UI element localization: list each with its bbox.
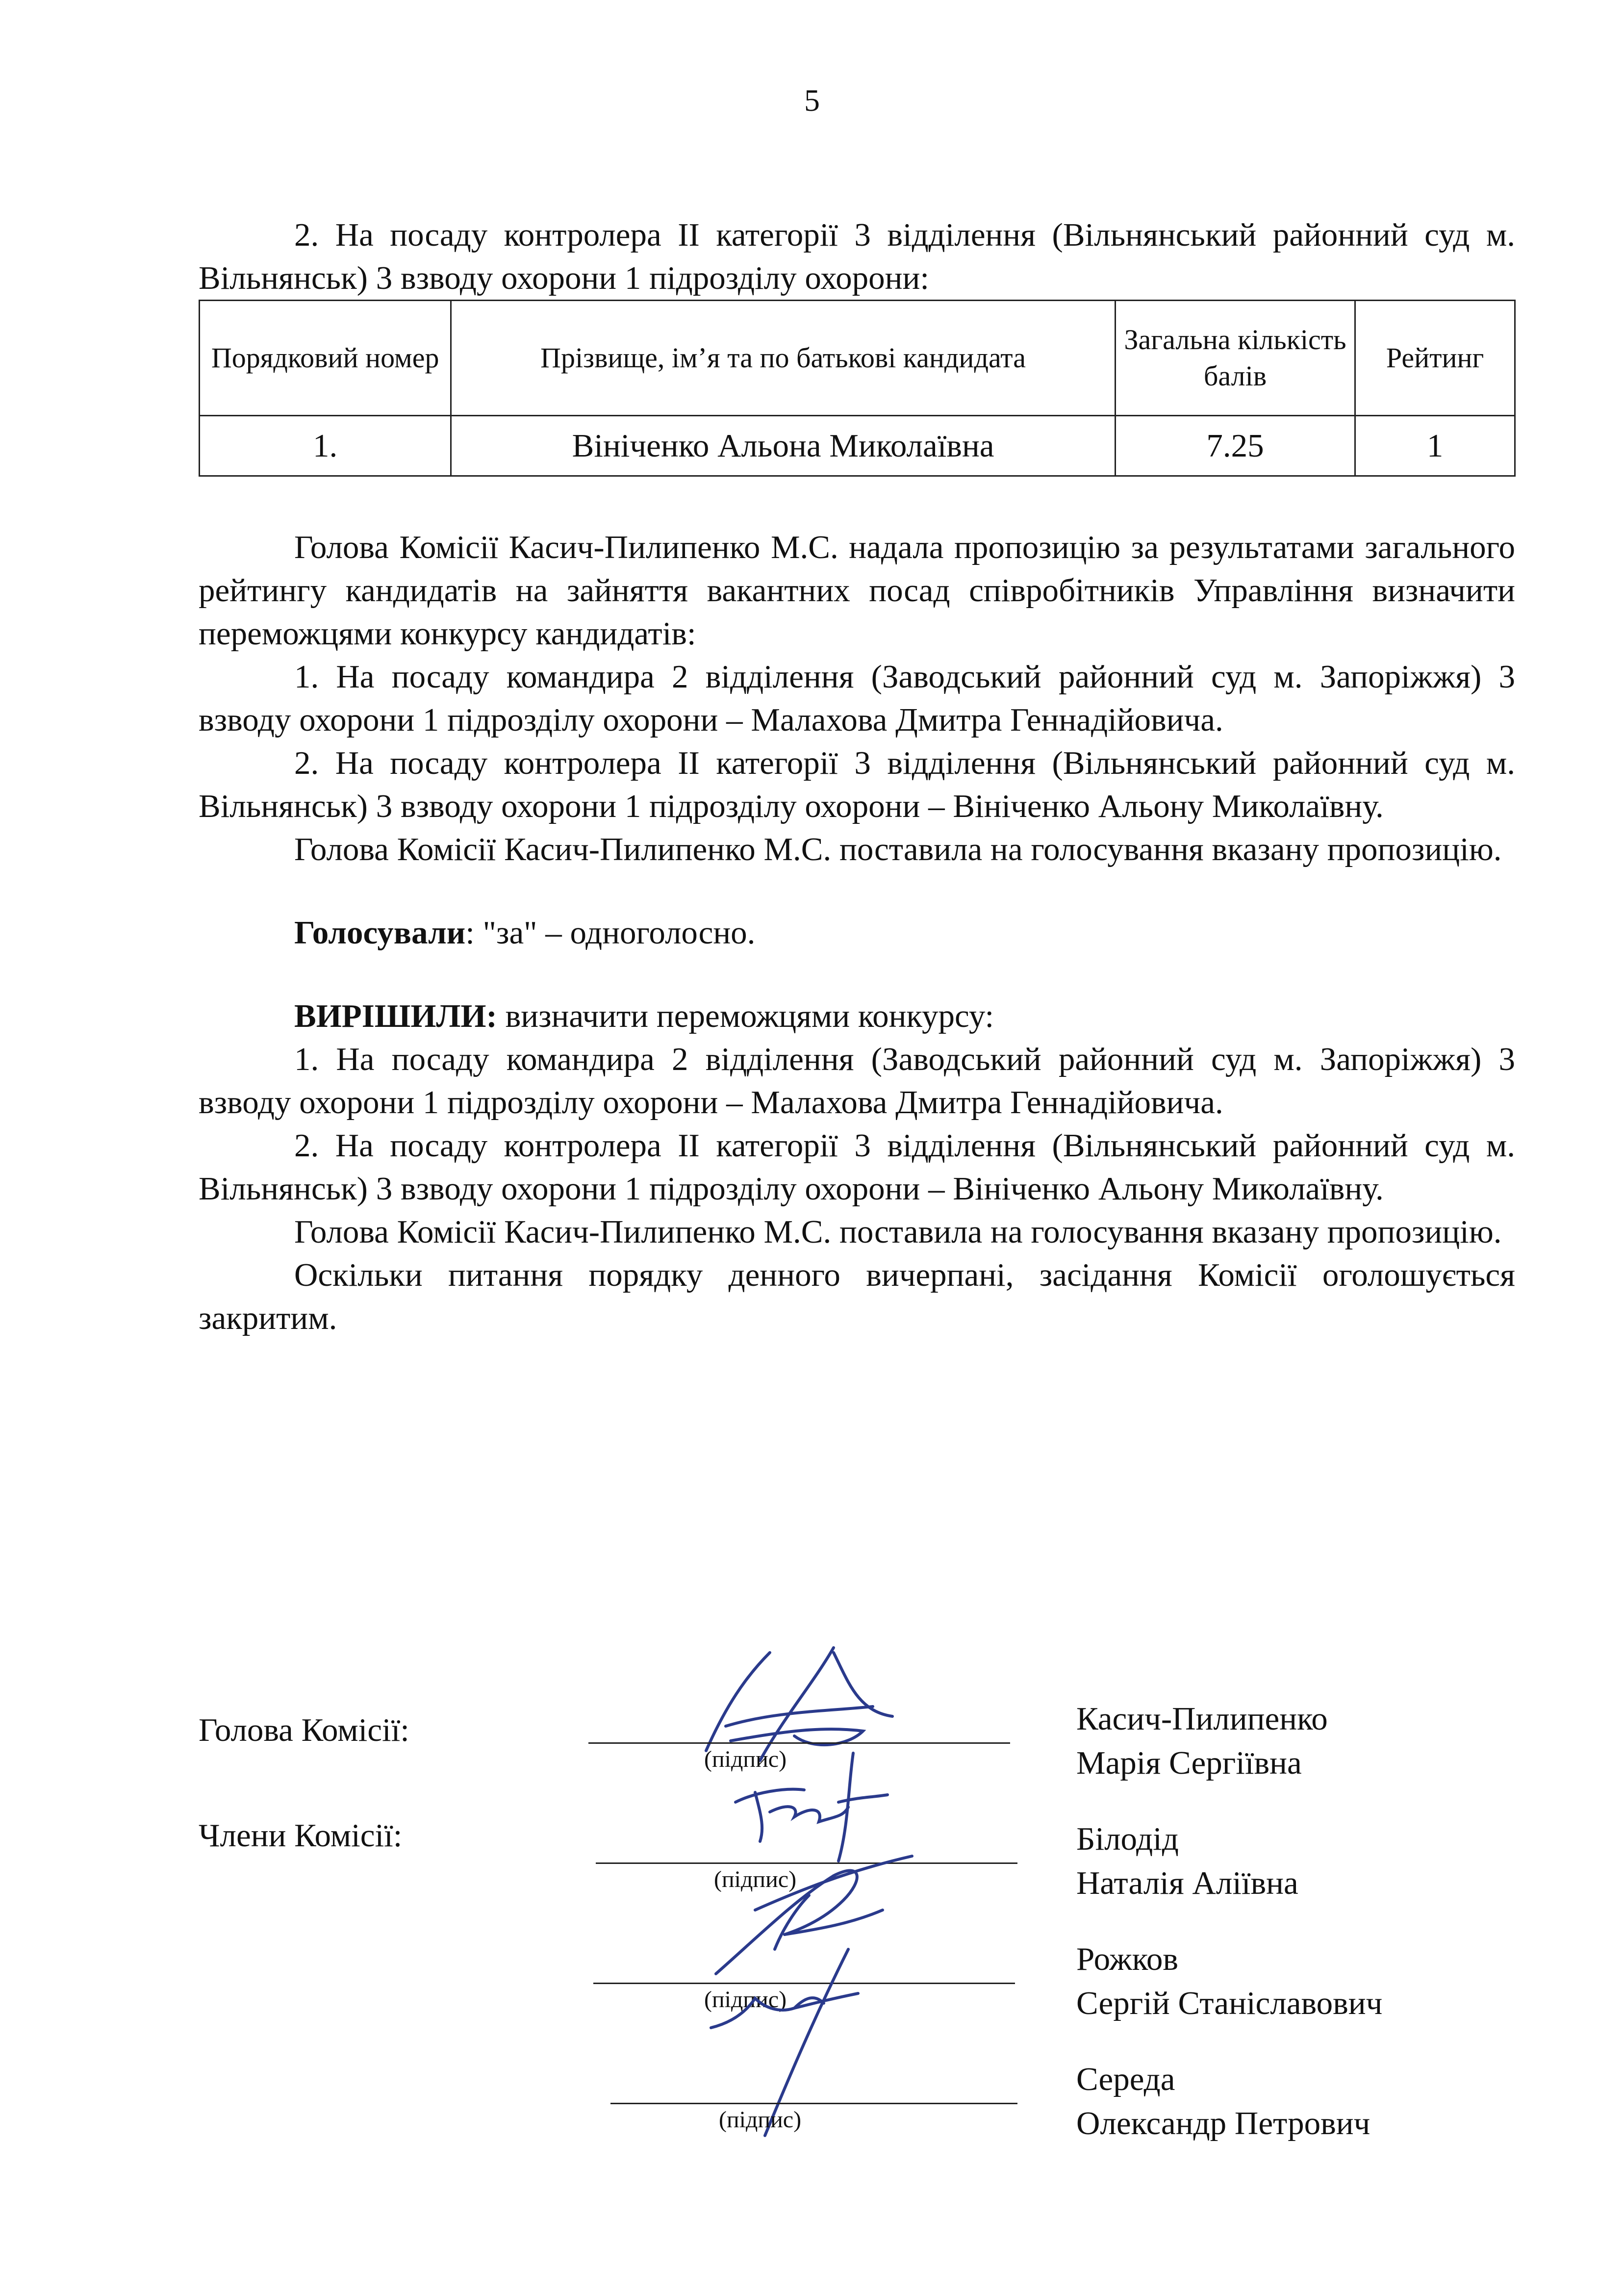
signature-caption: (підпис): [704, 1746, 787, 1772]
signature-caption: (підпис): [713, 1866, 797, 1892]
signer-name: Рожков Сергій Станіславович: [1076, 1941, 1383, 2021]
page-number: 5: [804, 83, 820, 118]
signer-name: Білодід Наталія Аліївна: [1076, 1821, 1298, 1901]
signer-name: Касич-Пилипенко Марія Сергіївна: [1076, 1701, 1328, 1781]
members-label: Члени Комісії:: [199, 1817, 403, 1854]
voting-text: : "за" – одноголосно.: [465, 915, 756, 951]
decision-item-1: 1. На посаду командира 2 відділення (Заводський районний суд м. Запоріжжя) 3 взводу охорони 1 підрозділу охорони – Малахова Дмитра Геннадійовича.: [199, 1041, 1515, 1121]
cell-name: Вініченко Альона Миколаївна: [451, 416, 1116, 476]
signature-line: [610, 2103, 1017, 2104]
decision-heading: [199, 994, 1515, 1038]
cell-score: 7.25: [1115, 416, 1355, 476]
signer-name: Середа Олександр Петрович: [1076, 2061, 1370, 2141]
signature-caption: (підпис): [704, 1987, 787, 2013]
closing-statement: Оскільки питання порядку денного вичерпані, засідання Комісії оголошується закритим.: [199, 1257, 1515, 1336]
proposal-intro: Голова Комісії Касич-Пилипенко М.С. надала пропозицію за результатами загального рейтингу кандидатів на зайняття вакантних посад співробітників Управління визначити переможцями конкурсу кандидатів:: [199, 529, 1515, 652]
table-row: [200, 416, 1515, 476]
cell-rating: 1: [1355, 416, 1515, 476]
candidate-intro: 2. На посаду контролера ІІ категорії 3 відділення (Вільнянський районний суд м. Вільнянськ) 3 взводу охорони 1 підрозділу охорони:: [199, 217, 1515, 296]
voting-result: [199, 911, 1515, 954]
decision-item-2: 2. На посаду контролера ІІ категорії 3 відділення (Вільнянський районний суд м. Вільнянськ) 3 взводу охорони 1 підрозділу охорони – Вініченко Альону Миколаївну.: [199, 1127, 1515, 1207]
proposal-vote-call: Голова Комісії Касич-Пилипенко М.С. поставила на голосування вказану пропозицію.: [294, 831, 1502, 867]
signature-member-3: [0, 2057, 1624, 2155]
cell-number: 1.: [200, 416, 451, 476]
proposal-item-1: 1. На посаду командира 2 відділення (Заводський районний суд м. Запоріжжя) 3 взводу охорони 1 підрозділу охорони – Малахова Дмитра Геннадійовича.: [199, 659, 1515, 738]
decision-label: ВИРІШИЛИ:: [294, 998, 497, 1034]
chair-label: Голова Комісії:: [199, 1712, 409, 1748]
voting-label: Голосували: [294, 915, 466, 951]
decision-text: визначити переможцями конкурсу:: [497, 998, 994, 1034]
header-name: Прізвище, ім’я та по батькові кандидата: [451, 301, 1116, 416]
header-number: Порядковий номер: [200, 301, 451, 416]
signature-caption: (підпис): [718, 2107, 802, 2133]
document-body: [199, 213, 1515, 1340]
proposal-item-2: 2. На посаду контролера ІІ категорії 3 відділення (Вільнянський районний суд м. Вільнянськ) 3 взводу охорони 1 підрозділу охорони – Вініченко Альону Миколаївну.: [199, 745, 1515, 824]
decision-vote-call: Голова Комісії Касич-Пилипенко М.С. поставила на голосування вказану пропозицію.: [294, 1214, 1502, 1250]
table-header-row: [200, 301, 1515, 416]
results-table: [199, 300, 1516, 477]
header-score: Загальна кількість балів: [1115, 301, 1355, 416]
header-rating: Рейтинг: [1355, 301, 1515, 416]
